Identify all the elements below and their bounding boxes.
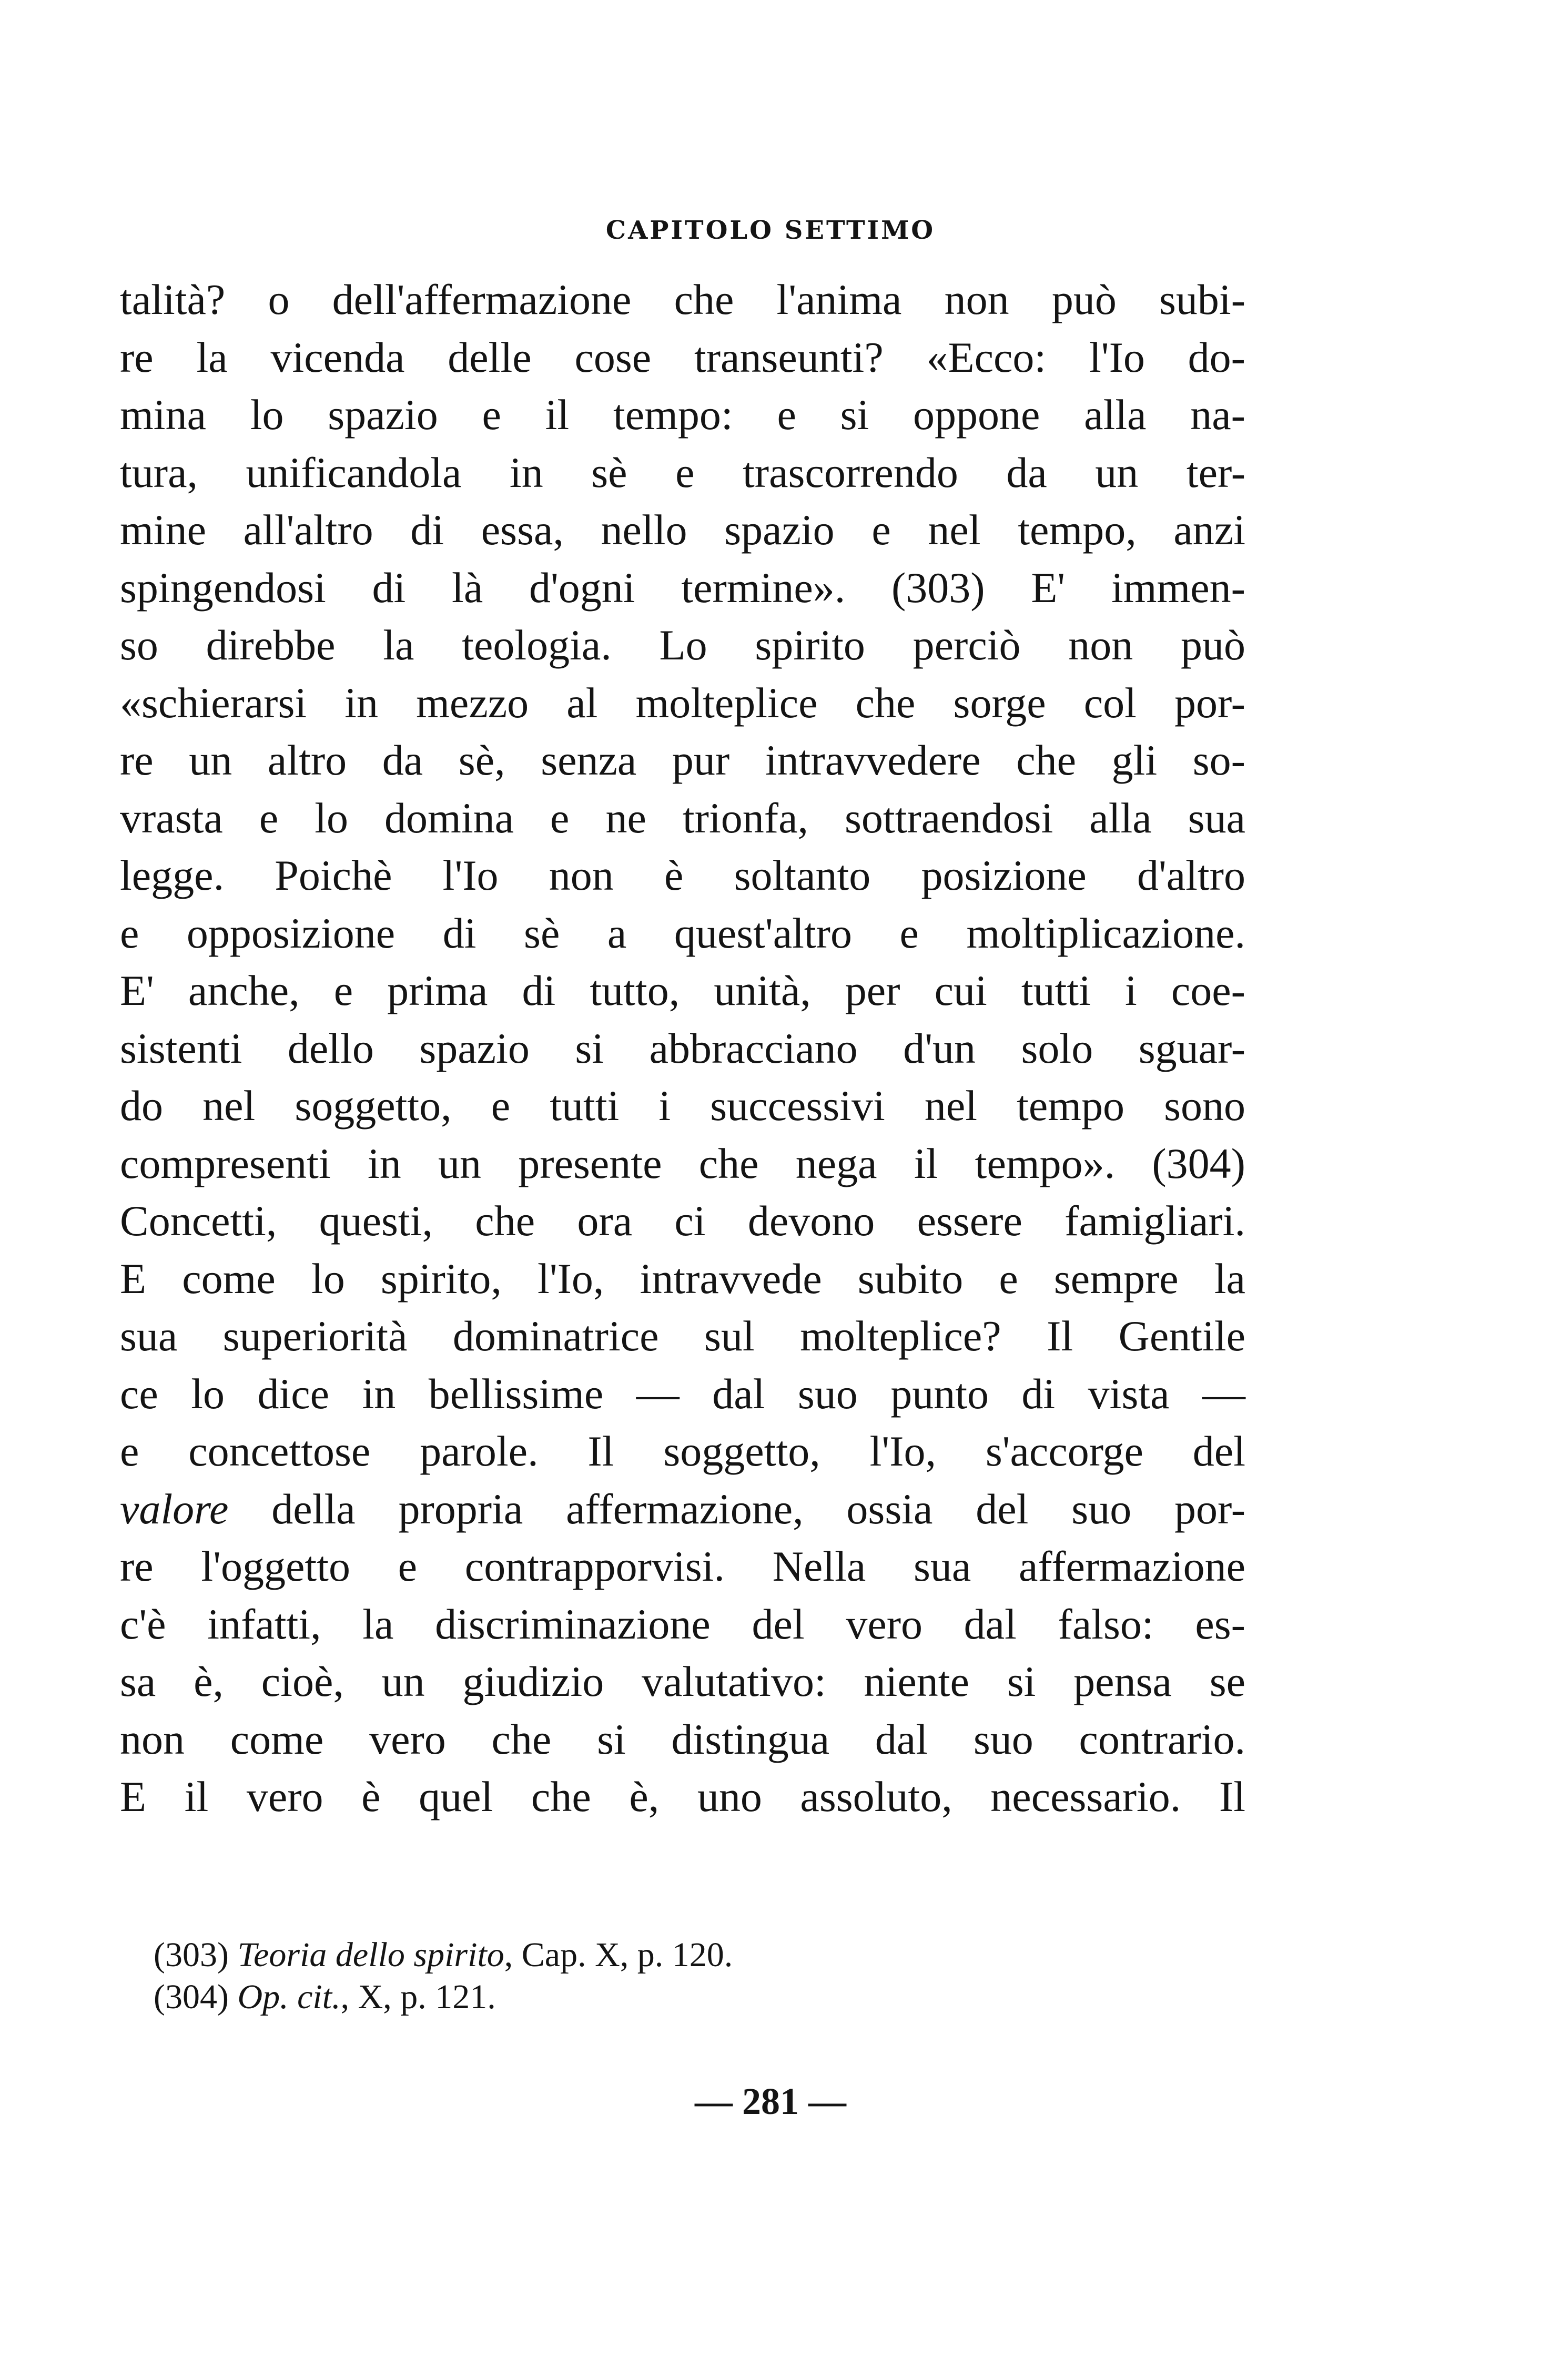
text-segment: della propria affermazione, ossia del suo por-	[228, 1484, 1245, 1533]
text-line	[120, 1480, 1245, 1538]
text-line	[120, 1653, 1245, 1711]
text-segment: vrasta e lo domina e ne trionfa, sottraendosi alla sua	[120, 794, 1245, 842]
footnote-reference: , Cap. X, p. 120.	[504, 1936, 733, 1974]
text-segment: E' anche, e prima di tutto, unità, per cui tutti i coe-	[120, 967, 1245, 1014]
text-line	[120, 386, 1245, 444]
text-segment: talità? o dell'affermazione che l'anima non può subi-	[120, 276, 1245, 323]
text-segment: do nel soggetto, e tutti i successivi nel tempo sono	[120, 1082, 1245, 1130]
text-segment: c'è infatti, la discriminazione del vero dal falso: es-	[120, 1600, 1245, 1648]
text-line	[120, 674, 1245, 732]
running-head: CAPITOLO SETTIMO	[605, 216, 936, 245]
text-segment: re un altro da sè, senza pur intravvedere che gli so-	[120, 736, 1245, 784]
text-line	[120, 1768, 1245, 1826]
text-line	[120, 904, 1245, 962]
footnote	[154, 1934, 1258, 1976]
text-segment: sistenti dello spazio si abbracciano d'un solo sguar-	[120, 1024, 1245, 1072]
text-line	[120, 731, 1245, 789]
text-segment: «schierarsi in mezzo al molteplice che sorge col por-	[120, 678, 1245, 727]
text-segment: ce lo dice in bellissime — dal suo punto di vista —	[120, 1369, 1245, 1418]
text-segment: tura, unificandola in sè e trascorrendo da un ter-	[120, 448, 1245, 496]
text-segment: E come lo spirito, l'Io, intravvede subito e sempre la	[120, 1254, 1245, 1303]
text-line	[120, 444, 1245, 502]
text-line	[120, 1422, 1245, 1480]
text-segment: compresenti in un presente che nega il tempo». (304)	[120, 1139, 1245, 1187]
footnote-number: (303)	[154, 1936, 238, 1974]
text-line	[120, 1192, 1245, 1250]
text-line	[120, 1135, 1245, 1193]
footnote-reference: , X, p. 121.	[340, 1978, 496, 2016]
text-segment: sua superiorità dominatrice sul molteplice? Il Gentile	[120, 1312, 1245, 1360]
text-segment: mine all'altro di essa, nello spazio e nel tempo, anzi	[120, 506, 1245, 554]
text-line	[120, 329, 1245, 387]
footnotes	[154, 1934, 1258, 2018]
text-line	[120, 1595, 1245, 1653]
text-line	[120, 1020, 1245, 1077]
text-segment: re l'oggetto e contrapporvisi. Nella sua affermazione	[120, 1542, 1245, 1590]
text-segment: re la vicenda delle cose transeunti? «Ecco: l'Io do-	[120, 333, 1245, 381]
footnote-title: Teoria dello spirito	[237, 1936, 504, 1974]
text-segment: so direbbe la teologia. Lo spirito perciò non può	[120, 621, 1245, 669]
footnote	[154, 1976, 1258, 2018]
text-segment: mina lo spazio e il tempo: e si oppone alla na-	[120, 391, 1245, 439]
text-segment: spingendosi di là d'ogni termine». (303) E' immen-	[120, 563, 1245, 612]
text-line	[120, 1250, 1245, 1308]
text-line	[120, 1711, 1245, 1768]
text-line	[120, 1307, 1245, 1365]
text-segment: E il vero è quel che è, uno assoluto, necessario. Il	[120, 1773, 1245, 1820]
text-line	[120, 559, 1245, 617]
text-line	[120, 789, 1245, 847]
text-segment: e opposizione di sè a quest'altro e moltiplicazione.	[120, 909, 1245, 957]
text-line	[120, 847, 1245, 904]
page-number: — 281 —	[695, 2080, 846, 2122]
text-line	[120, 962, 1245, 1020]
footnote-number: (304)	[154, 1978, 238, 2016]
italic-term: valore	[120, 1484, 229, 1533]
text-line	[120, 1538, 1245, 1595]
text-line	[120, 271, 1245, 329]
text-segment: sa è, cioè, un giudizio valutativo: niente si pensa se	[120, 1657, 1245, 1705]
footnote-title: Op. cit.	[237, 1978, 341, 2016]
text-segment: non come vero che si distingua dal suo contrario.	[120, 1715, 1245, 1763]
text-line	[120, 1365, 1245, 1423]
text-line	[120, 616, 1245, 674]
text-line	[120, 501, 1245, 559]
text-line	[120, 1077, 1245, 1135]
body-text	[120, 271, 1245, 1826]
text-segment: legge. Poichè l'Io non è soltanto posizione d'altro	[120, 851, 1245, 899]
text-segment: Concetti, questi, che ora ci devono essere famigliari.	[120, 1197, 1245, 1245]
text-segment: e concettose parole. Il soggetto, l'Io, s'accorge del	[120, 1427, 1245, 1475]
